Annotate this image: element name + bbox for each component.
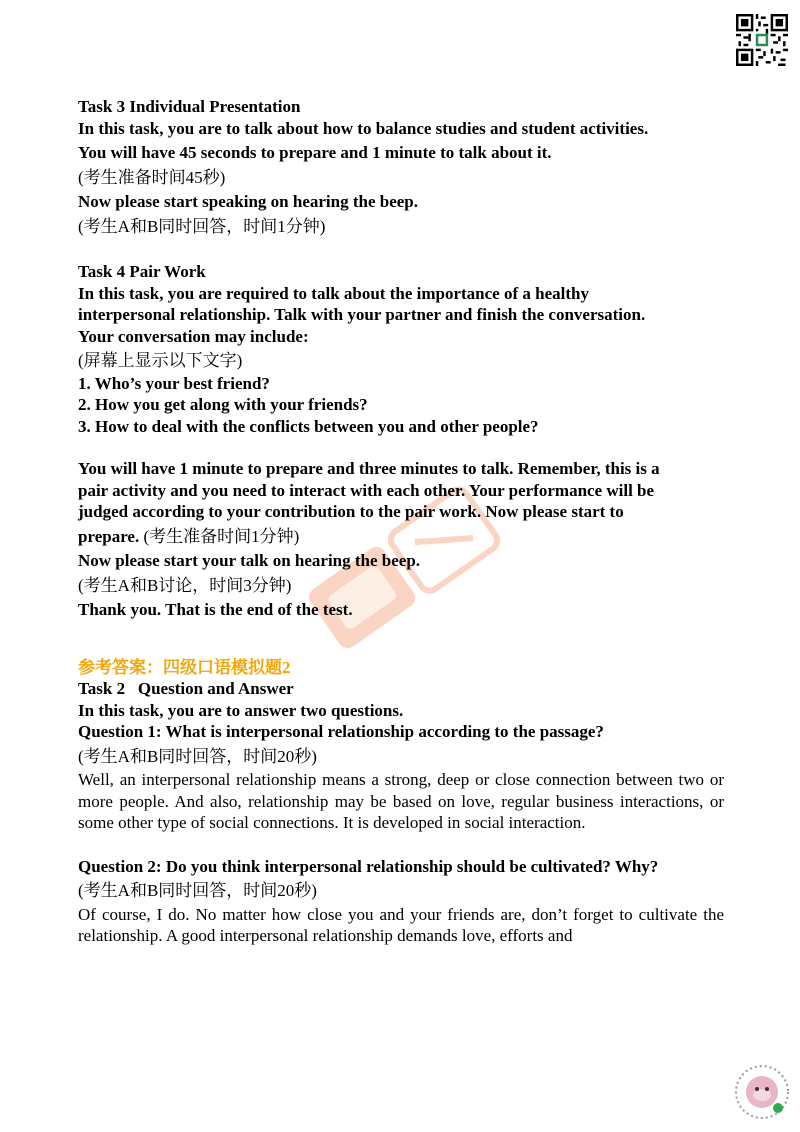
- task4-prep-note: (考生准备时间1分钟): [139, 526, 300, 546]
- task4-item-3: 3. How to deal with the conflicts between you and other people?: [78, 416, 539, 436]
- task3-prep-note: (考生准备时间45秒): [78, 167, 226, 187]
- question-2-answer: Of course, I do. No matter how close you and your friends are, don’t forget to cultivate the relationship. A good interpersonal relationship demands love, efforts and: [78, 904, 724, 945]
- question-1-note: (考生A和B同时回答，时间20秒): [78, 746, 317, 766]
- task4-closing: Thank you. That is the end of the test.: [78, 600, 353, 619]
- task4-discuss-note: (考生A和B讨论，时间3分钟): [78, 575, 292, 595]
- answer-task2-title: Task 2 Question and Answer: [78, 679, 294, 698]
- task4-item-2: 2. How you get along with your friends?: [78, 395, 368, 414]
- task4-screen-note: (屏幕上显示以下文字): [78, 351, 243, 370]
- task4-paragraph-line-2: pair activity and you need to interact with each other. Your performance will be: [78, 480, 655, 500]
- task4-instruction-2: interpersonal relationship. Talk with your partner and finish the conversation.: [78, 305, 646, 324]
- task3-answer-note: (考生A和B同时回答，时间1分钟): [78, 216, 326, 236]
- question-1: Question 1: What is interpersonal relationship according to the passage?: [78, 722, 604, 741]
- task3-instruction-2: You will have 45 seconds to prepare and 1 minute to talk about it.: [78, 143, 552, 162]
- task4-paragraph-line-3: judged according to your contribution to the pair work. Now please start to: [78, 502, 624, 521]
- task4-paragraph-line-1: You will have 1 minute to prepare and three minutes to talk. Remember, this is a: [78, 459, 660, 478]
- question-2-note: (考生A和B同时回答，时间20秒): [78, 881, 317, 900]
- task4-instruction-3: Your conversation may include:: [78, 326, 309, 346]
- answer-intro: In this task, you are to answer two questions.: [78, 700, 404, 720]
- mascot-badge-icon: [734, 1064, 790, 1120]
- task4-item-1: 1. Who’s your best friend?: [78, 373, 270, 393]
- task4-prepare-word: prepare.: [78, 526, 140, 546]
- task4-title: Task 4 Pair Work: [78, 262, 206, 281]
- task4-instruction-4: Now please start your talk on hearing the beep.: [78, 551, 421, 570]
- task4-paragraph-line-4: [78, 526, 724, 548]
- answer-heading: 参考答案：四级口语模拟题2: [78, 657, 291, 677]
- qr-code-icon: [736, 14, 788, 66]
- document-page: [78, 96, 724, 947]
- task4-instruction-1: In this task, you are required to talk about the importance of a healthy: [78, 283, 589, 303]
- task3-instruction-3: Now please start speaking on hearing the beep.: [78, 192, 419, 211]
- task3-instruction-1: In this task, you are to talk about how to balance studies and student activities.: [78, 118, 649, 138]
- question-2: Question 2: Do you think interpersonal relationship should be cultivated? Why?: [78, 856, 659, 876]
- question-1-answer: Well, an interpersonal relationship means a strong, deep or close connection between two or more people. And also, relationship may be based on love, regular business interactions, or some other type of social connections. It is developed in social interaction.: [78, 770, 724, 832]
- task3-title: Task 3 Individual Presentation: [78, 97, 301, 116]
